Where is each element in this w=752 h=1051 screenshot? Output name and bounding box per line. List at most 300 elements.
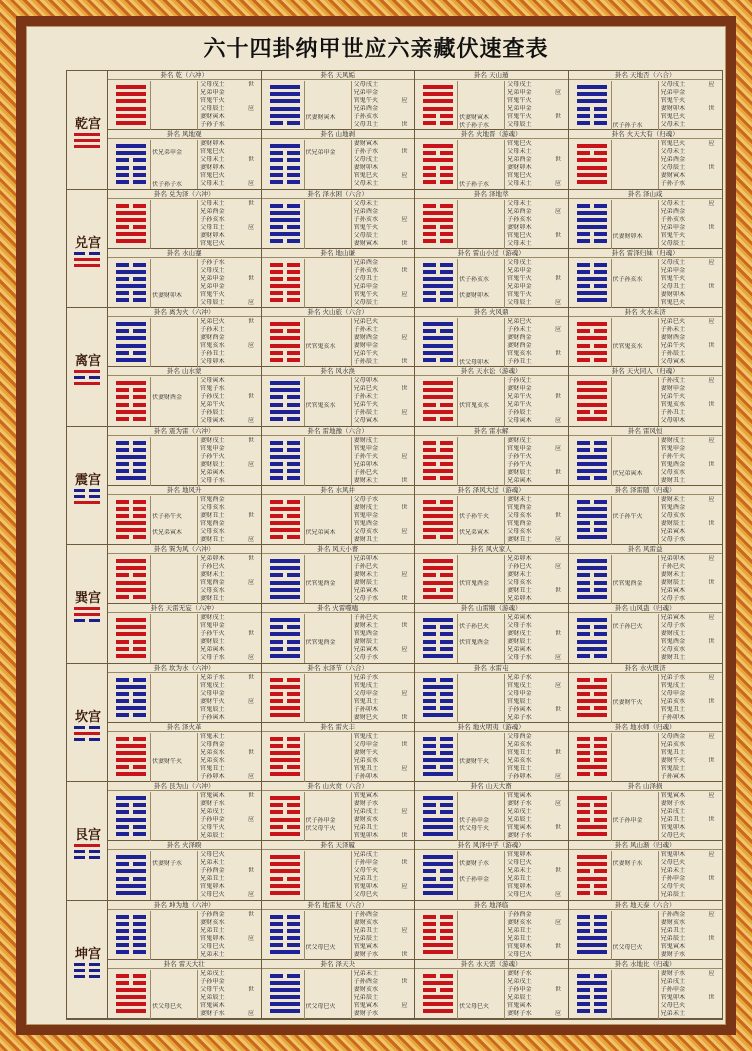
line-marker: 世 <box>401 713 408 721</box>
line-relation: 妻财卯木 <box>200 231 225 239</box>
hidden-line-label: 伏妻财子水 <box>152 860 183 867</box>
hexagram-cell <box>569 367 723 426</box>
line-entry <box>507 824 565 832</box>
line-relation: 妻财巳火 <box>353 713 379 721</box>
line-relation: 兄弟未土 <box>353 969 379 977</box>
line-entry <box>200 646 258 654</box>
line-entry <box>354 496 412 504</box>
line-list <box>200 140 258 188</box>
hidden-line-column <box>304 496 352 545</box>
line-relation: 父母巳火 <box>507 891 532 898</box>
line-entry <box>354 334 412 342</box>
line-entry <box>507 216 565 224</box>
hidden-line-label: 伏妻财子水 <box>612 860 643 867</box>
line-relation: 兄弟寅木 <box>660 527 686 535</box>
hexagram-name: 卦名 地雷复（六合） <box>262 901 415 910</box>
line-entry <box>354 674 412 682</box>
line-relation: 官鬼卯木 <box>660 824 686 831</box>
line-relation: 父母丑土 <box>353 274 379 282</box>
line-entry <box>661 326 719 334</box>
line-marker: 世 <box>401 266 408 274</box>
line-relation: 子孙亥水 <box>353 215 379 223</box>
line-entry <box>200 496 258 504</box>
line-relation: 兄弟申金 <box>200 274 225 282</box>
line-relation: 兄弟卯木 <box>353 555 379 562</box>
hidden-line-column <box>150 200 198 249</box>
line-relation: 子孙辰土 <box>353 358 379 365</box>
hidden-line-label: 伏父母巳火 <box>305 1002 336 1010</box>
line-entry <box>661 216 719 224</box>
line-entry <box>200 453 258 461</box>
line-entry <box>507 232 565 240</box>
line-entry <box>200 851 258 859</box>
hidden-line-column <box>457 140 505 189</box>
hexagram-icon <box>270 618 300 661</box>
line-marker: 应 <box>247 891 254 898</box>
line-relation: 妻财丑土 <box>507 587 532 594</box>
line-relation: 兄弟申金 <box>507 282 532 290</box>
line-entry <box>507 283 565 291</box>
line-marker: 世 <box>401 148 408 155</box>
line-list <box>200 259 258 307</box>
line-entry <box>200 800 258 808</box>
line-relation: 父母子水 <box>660 535 686 543</box>
line-relation: 妻财酉金 <box>660 334 686 341</box>
line-entry <box>354 883 412 891</box>
line-entry <box>661 180 719 188</box>
line-list <box>661 733 719 781</box>
hexagram-name: 卦名 泽风大过（游魂） <box>415 486 568 495</box>
line-relation: 官鬼申金 <box>353 511 379 519</box>
hexagram-cell <box>262 545 416 604</box>
line-list <box>354 614 412 662</box>
line-relation: 官鬼巳火 <box>507 140 532 147</box>
line-list <box>661 437 719 485</box>
line-list <box>661 200 719 248</box>
hidden-line-column <box>304 911 352 960</box>
line-relation: 妻财戌土 <box>660 630 686 637</box>
hexagram-name: 卦名 火天大有（归魂） <box>569 130 723 139</box>
line-list <box>200 792 258 840</box>
line-relation: 兄弟亥水 <box>200 756 225 764</box>
line-marker: 世 <box>247 748 254 756</box>
line-entry <box>200 698 258 706</box>
line-entry <box>354 299 412 307</box>
line-relation: 妻财卯木 <box>353 164 379 171</box>
line-relation: 兄弟寅木 <box>660 614 686 621</box>
hidden-line-column <box>611 911 659 960</box>
line-relation: 兄弟卯木 <box>507 595 532 602</box>
hidden-line-label: 伏子孙午火 <box>152 512 183 520</box>
line-relation: 妻财辰土 <box>660 519 686 527</box>
line-relation: 妻财戌土 <box>200 436 225 444</box>
line-marker: 应 <box>247 654 254 661</box>
line-relation: 妻财子水 <box>353 800 379 807</box>
hexagram-icon <box>270 974 300 1017</box>
line-entry <box>200 342 258 350</box>
line-relation: 官鬼寅木 <box>353 1001 379 1009</box>
hidden-line-column <box>611 792 659 841</box>
line-relation: 兄弟卯木 <box>660 555 686 562</box>
line-marker: 世 <box>554 748 561 756</box>
line-entry <box>200 259 258 267</box>
line-entry <box>200 579 258 587</box>
line-entry <box>661 978 719 986</box>
line-entry <box>200 1010 258 1018</box>
line-relation: 官鬼巳火 <box>200 148 225 155</box>
line-entry <box>354 943 412 951</box>
hidden-line-column <box>611 496 659 545</box>
hidden-line-column <box>611 851 659 900</box>
line-entry <box>507 646 565 654</box>
line-list <box>200 970 258 1018</box>
line-list <box>661 140 719 188</box>
hidden-line-label: 伏父母巳火 <box>612 943 643 951</box>
line-entry <box>200 808 258 816</box>
hidden-line-label: 伏官鬼酉金 <box>612 580 643 587</box>
line-list <box>200 911 258 959</box>
hidden-line-column <box>457 81 505 130</box>
line-entry <box>661 461 719 469</box>
hidden-line-column <box>304 140 352 189</box>
hexagram-icon <box>116 381 146 424</box>
hexagram-icon <box>270 737 300 780</box>
line-entry <box>200 461 258 469</box>
line-relation: 子孙丑土 <box>507 358 532 365</box>
line-marker: 应 <box>401 808 408 815</box>
line-entry <box>354 417 412 425</box>
line-entry <box>354 614 412 622</box>
line-relation: 父母午火 <box>660 883 686 890</box>
line-entry <box>661 808 719 816</box>
hexagram-name: 卦名 山泽损 <box>569 782 723 791</box>
hexagram-icon <box>577 500 607 543</box>
line-entry <box>661 994 719 1002</box>
line-entry <box>200 216 258 224</box>
palace-name: 离宫 <box>74 354 101 369</box>
line-list <box>354 81 412 129</box>
line-relation: 父母戌土 <box>200 81 225 88</box>
line-relation: 官鬼午火 <box>353 97 379 104</box>
line-relation: 父母亥水 <box>200 587 225 594</box>
line-entry <box>507 401 565 409</box>
line-marker: 世 <box>554 274 561 282</box>
line-entry <box>200 350 258 358</box>
line-list <box>661 81 719 129</box>
hexagram-icon <box>423 500 453 543</box>
line-relation: 父母辰土 <box>353 231 379 239</box>
line-entry <box>200 275 258 283</box>
line-list <box>507 674 565 722</box>
line-relation: 官鬼戌土 <box>507 681 532 689</box>
line-relation: 父母巳火 <box>353 891 379 898</box>
hidden-line-column <box>457 437 505 486</box>
line-entry <box>354 437 412 445</box>
line-entry <box>507 536 565 544</box>
line-relation: 妻财寅木 <box>200 113 225 120</box>
line-relation: 兄弟丑土 <box>507 926 532 934</box>
line-entry <box>661 851 719 859</box>
line-entry <box>200 622 258 630</box>
line-entry <box>354 698 412 706</box>
line-relation: 兄弟酉金 <box>353 258 379 266</box>
line-entry <box>507 714 565 722</box>
line-marker: 应 <box>401 764 408 772</box>
line-relation: 父母未土 <box>507 180 532 187</box>
line-relation: 父母辰土 <box>353 298 379 306</box>
line-entry <box>507 393 565 401</box>
line-entry <box>507 891 565 899</box>
line-entry <box>200 733 258 741</box>
line-relation: 官鬼辰土 <box>507 697 532 705</box>
line-relation: 父母辰土 <box>507 121 532 128</box>
line-relation: 兄弟午火 <box>353 401 379 408</box>
line-entry <box>661 935 719 943</box>
line-entry <box>200 891 258 899</box>
line-relation: 官鬼巳火 <box>660 298 686 306</box>
line-marker: 应 <box>247 535 254 543</box>
line-relation: 官鬼卯木 <box>200 883 225 890</box>
line-relation: 父母亥水 <box>200 503 225 511</box>
line-relation: 妻财午火 <box>660 756 686 764</box>
hexagram-name: 卦名 地风升 <box>108 486 261 495</box>
line-entry <box>507 986 565 994</box>
line-relation: 妻财未土 <box>507 571 532 578</box>
line-relation: 兄弟子水 <box>353 673 379 681</box>
line-relation: 父母午火 <box>200 985 225 993</box>
hexagram-name: 卦名 天水讼（游魂） <box>415 367 568 376</box>
line-entry <box>354 765 412 773</box>
line-relation: 父母子水 <box>200 476 225 484</box>
hexagram-row <box>108 782 722 841</box>
hexagram-icon <box>577 737 607 780</box>
hexagram-name: 卦名 水雷屯 <box>415 664 568 673</box>
hexagram-icon <box>423 618 453 661</box>
line-relation: 父母辰土 <box>660 164 686 171</box>
line-entry <box>507 164 565 172</box>
line-marker: 世 <box>247 910 254 918</box>
line-list <box>354 851 412 899</box>
line-entry <box>507 504 565 512</box>
line-entry <box>354 377 412 385</box>
line-marker: 世 <box>708 519 715 527</box>
line-entry <box>661 792 719 800</box>
line-marker: 应 <box>708 140 715 147</box>
hexagram-cell <box>415 486 569 545</box>
hexagram-cell <box>262 664 416 723</box>
line-entry <box>354 706 412 714</box>
hexagram-icon <box>423 322 453 365</box>
line-entry <box>200 674 258 682</box>
line-list <box>200 851 258 899</box>
line-relation: 父母辰土 <box>200 105 225 112</box>
line-relation: 妻财未土 <box>507 495 532 503</box>
line-marker: 应 <box>554 89 561 96</box>
line-marker: 世 <box>401 239 408 247</box>
line-entry <box>507 808 565 816</box>
line-relation: 父母寅木 <box>660 358 686 365</box>
line-entry <box>200 267 258 275</box>
line-entry <box>507 792 565 800</box>
line-list <box>507 496 565 544</box>
hexagram-icon <box>116 974 146 1017</box>
line-entry <box>507 208 565 216</box>
line-marker: 应 <box>401 334 408 341</box>
line-relation: 兄弟未土 <box>200 950 225 958</box>
hexagram-name: 卦名 离为火（六冲） <box>108 308 261 317</box>
line-list <box>661 792 719 840</box>
line-relation: 父母巳火 <box>660 859 686 866</box>
hexagram-name: 卦名 风地观 <box>108 130 261 139</box>
line-entry <box>507 512 565 520</box>
line-marker: 应 <box>708 318 715 325</box>
line-entry <box>200 935 258 943</box>
line-relation: 兄弟申金 <box>353 282 379 290</box>
line-relation: 兄弟午火 <box>507 393 532 400</box>
line-entry <box>200 563 258 571</box>
line-entry <box>661 579 719 587</box>
line-relation: 官鬼卯木 <box>507 851 532 858</box>
hidden-line-column <box>611 437 659 486</box>
line-relation: 父母巳火 <box>200 891 225 898</box>
line-entry <box>661 148 719 156</box>
trigram-icon <box>74 726 100 744</box>
line-relation: 兄弟午火 <box>200 401 225 408</box>
hexagram-icon <box>577 144 607 187</box>
line-relation: 官鬼卯木 <box>660 851 686 858</box>
line-entry <box>661 140 719 148</box>
line-marker: 世 <box>708 460 715 468</box>
line-entry <box>507 417 565 425</box>
hidden-line-column <box>457 674 505 723</box>
line-entry <box>507 172 565 180</box>
line-entry <box>200 520 258 528</box>
line-entry <box>200 477 258 485</box>
line-relation: 官鬼巳火 <box>507 172 532 179</box>
hexagram-icon <box>270 204 300 247</box>
line-entry <box>507 477 565 485</box>
line-entry <box>507 555 565 563</box>
line-entry <box>354 469 412 477</box>
hexagram-name: 卦名 水泽节（六合） <box>262 664 415 673</box>
line-entry <box>354 393 412 401</box>
line-relation: 兄弟辰土 <box>660 891 686 898</box>
line-entry <box>200 978 258 986</box>
line-relation: 兄弟丑土 <box>660 816 686 823</box>
line-relation: 父母卯木 <box>200 358 225 365</box>
line-entry <box>354 816 412 824</box>
line-entry <box>354 875 412 883</box>
hexagram-name: 卦名 水地比（归魂） <box>569 960 723 969</box>
line-entry <box>661 453 719 461</box>
line-entry <box>200 377 258 385</box>
line-entry <box>354 773 412 781</box>
line-entry <box>200 595 258 603</box>
hexagram-icon <box>116 678 146 721</box>
line-entry <box>661 291 719 299</box>
line-entry <box>200 927 258 935</box>
line-relation: 子孙丑土 <box>200 350 225 357</box>
line-relation: 妻财辰土 <box>507 468 532 476</box>
line-relation: 子孙申金 <box>200 816 225 823</box>
hidden-line-column <box>304 614 352 663</box>
line-entry <box>661 832 719 840</box>
line-marker: 世 <box>247 393 254 400</box>
hexagram-cell <box>108 960 262 1019</box>
line-entry <box>507 275 565 283</box>
hexagram-name: 卦名 火水未济 <box>569 308 723 317</box>
line-entry <box>661 646 719 654</box>
line-entry <box>354 164 412 172</box>
line-entry <box>661 741 719 749</box>
line-relation: 父母巳火 <box>507 859 532 866</box>
line-list <box>354 200 412 248</box>
line-relation: 父母辰土 <box>200 298 225 306</box>
hexagram-row <box>108 545 722 604</box>
hexagram-name: 卦名 泽雷随（归魂） <box>569 486 723 495</box>
hexagram-cell <box>262 782 416 841</box>
line-entry <box>507 528 565 536</box>
hexagram-cell <box>108 664 262 723</box>
hexagram-name: 卦名 风雷益 <box>569 545 723 554</box>
line-entry <box>200 765 258 773</box>
line-marker: 应 <box>401 97 408 104</box>
line-relation: 妻财丑土 <box>200 595 225 602</box>
line-entry <box>507 614 565 622</box>
line-entry <box>661 275 719 283</box>
line-relation: 官鬼午火 <box>660 97 686 104</box>
line-relation: 子孙子水 <box>200 121 225 128</box>
line-relation: 父母寅木 <box>200 377 225 384</box>
line-entry <box>200 587 258 595</box>
line-relation: 妻财子水 <box>353 1009 379 1017</box>
hexagram-name: 卦名 巽为风（六冲） <box>108 545 261 554</box>
line-entry <box>200 232 258 240</box>
line-relation: 父母申金 <box>353 740 379 748</box>
line-list <box>507 200 565 248</box>
hexagram-cell <box>569 427 723 486</box>
hidden-line-label: 伏官鬼亥水 <box>612 343 643 350</box>
hexagram-name: 卦名 天雷无妄（六冲） <box>108 604 261 613</box>
hexagram-name: 卦名 泽天夬 <box>262 960 415 969</box>
line-relation: 兄弟辰土 <box>200 993 225 1001</box>
line-entry <box>354 891 412 899</box>
line-list <box>661 377 719 425</box>
line-entry <box>507 121 565 129</box>
line-relation: 妻财戌土 <box>660 436 686 444</box>
hexagram-row <box>108 367 722 427</box>
hexagram-icon <box>270 500 300 543</box>
line-relation: 父母亥水 <box>507 511 532 519</box>
hexagram-cell <box>569 71 723 130</box>
hexagram-icon <box>577 618 607 661</box>
line-entry <box>200 140 258 148</box>
palace-name: 坎宫 <box>74 709 101 725</box>
line-entry <box>354 528 412 536</box>
line-entry <box>200 148 258 156</box>
hexagram-cell <box>262 486 416 545</box>
line-entry <box>354 1002 412 1010</box>
line-relation: 父母辰土 <box>660 239 686 247</box>
line-relation: 子孙亥水 <box>200 215 225 223</box>
line-relation: 子孙巳火 <box>353 468 379 476</box>
line-entry <box>507 342 565 350</box>
line-relation: 兄弟子水 <box>507 673 532 681</box>
line-entry <box>200 1002 258 1010</box>
line-entry <box>661 97 719 105</box>
line-relation: 官鬼酉金 <box>660 460 686 468</box>
line-entry <box>354 445 412 453</box>
